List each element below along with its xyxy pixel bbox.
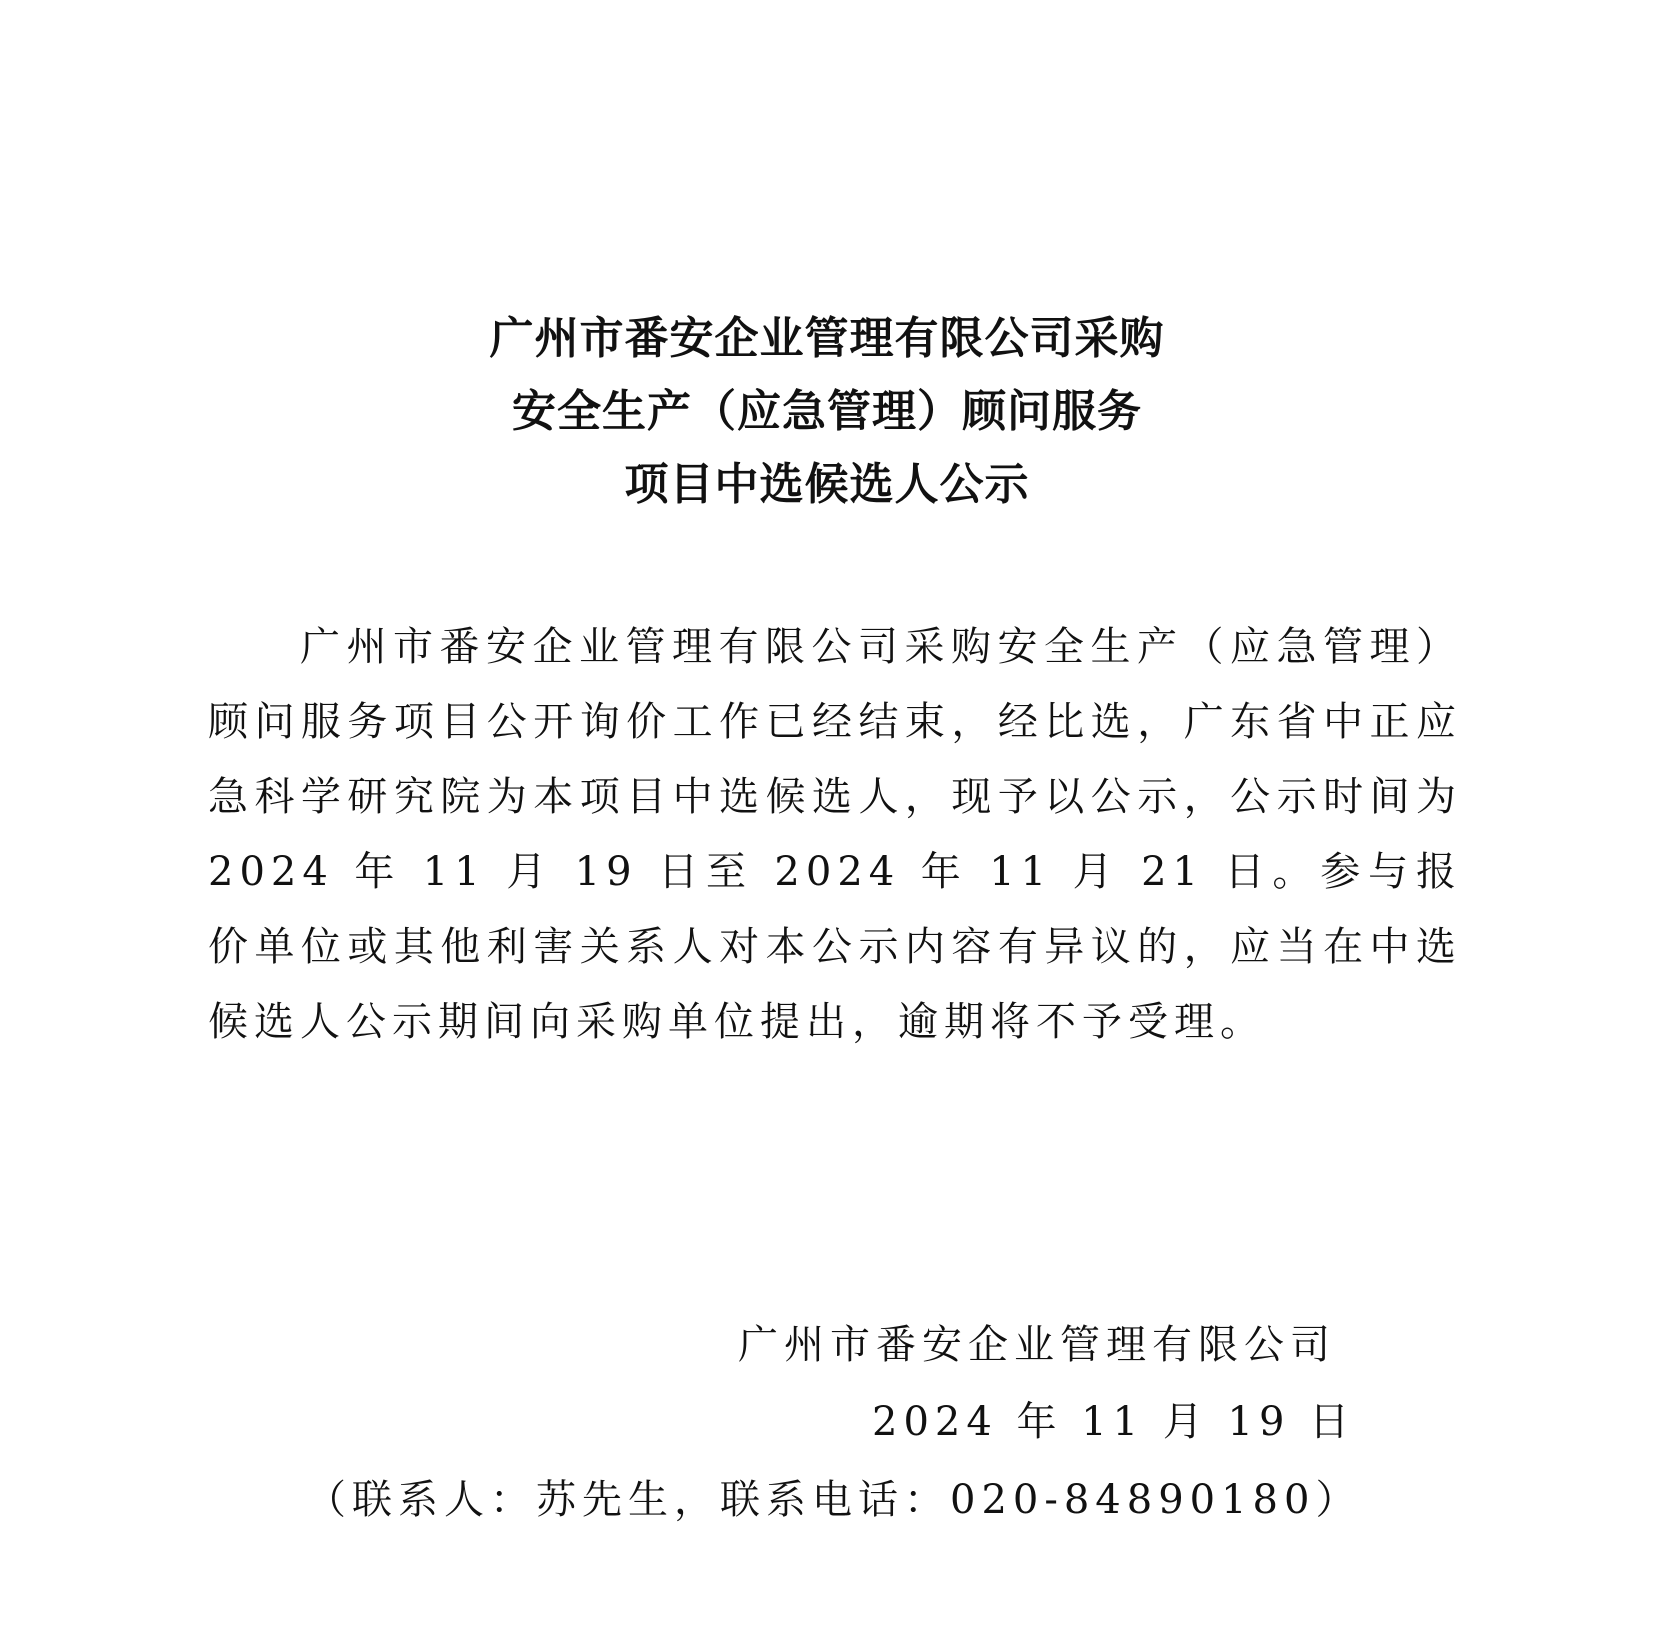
contact-info: （联系人：苏先生，联系电话：020-84890180） — [306, 1477, 1362, 1523]
document-title-line-1: 广州市番安企业管理有限公司采购 — [489, 313, 1165, 364]
document-title-line-3: 项目中选候选人公示 — [624, 459, 1030, 510]
signature-date: 2024 年 11 月 19 日 — [872, 1399, 1356, 1445]
signature-company: 广州市番安企业管理有限公司 — [738, 1322, 1336, 1368]
announcement-body: 广州市番安企业管理有限公司采购安全生产（应急管理）顾问服务项目公开询价工作已经结束，经比选，广东省中正应急科学研究院为本项目中选候选人，现予以公示，公示时间为 2024 年 11 月 19 日至 2024 年 11 月 21 日。参与报价单位或其他利害关系人对本公示内容有异议的，应当在中选候选人公示期间向采购单位提出，逾期将不予受理。 — [208, 624, 1462, 1045]
document-title-line-2: 安全生产（应急管理）顾问服务 — [512, 386, 1142, 437]
